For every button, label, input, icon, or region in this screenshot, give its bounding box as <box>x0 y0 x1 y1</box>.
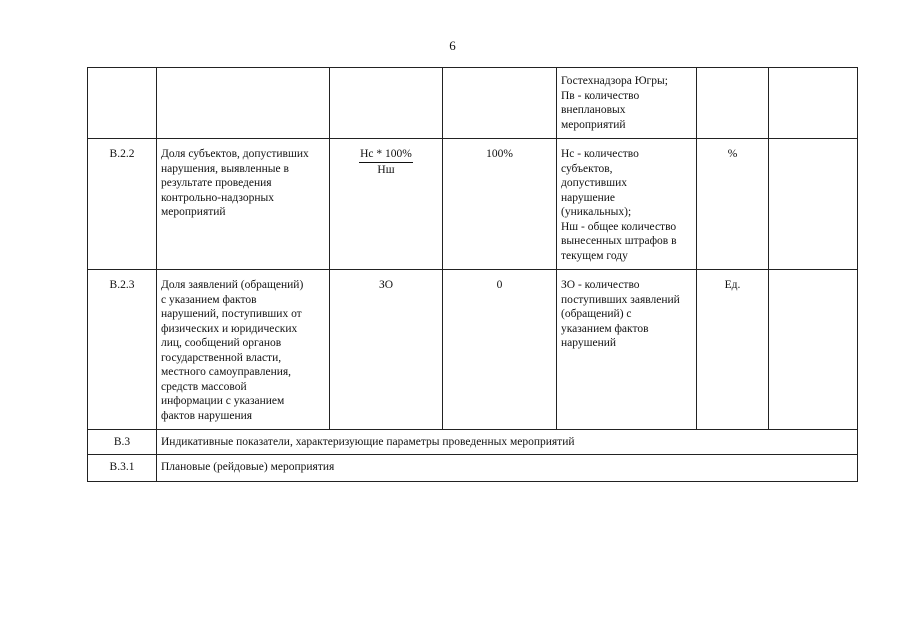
formula-numerator: Нс * 100% <box>359 147 413 163</box>
name-line: государственной власти, <box>161 351 282 364</box>
row-code: В.2.3 <box>88 270 157 430</box>
name-line: Доля заявлений (обращений) <box>161 279 304 291</box>
name-line: физических и юридических <box>161 322 298 335</box>
name-line: информации с указанием <box>161 395 285 407</box>
name-line: местного самоуправления, <box>161 366 292 378</box>
description-line: Нс - количество <box>561 148 639 160</box>
name-line: мероприятий <box>161 206 226 218</box>
row-unit: Ед. <box>697 270 769 430</box>
name-line: лиц, сообщений органов <box>161 337 282 349</box>
row-code <box>88 68 157 139</box>
row-extra <box>769 139 858 270</box>
section-row <box>88 455 858 482</box>
row-extra <box>769 270 858 430</box>
row-description <box>557 139 697 270</box>
row-name <box>157 68 330 139</box>
row-description <box>557 68 697 139</box>
description-line: допустивших <box>561 177 627 189</box>
row-name <box>157 139 330 270</box>
name-line: контрольно-надзорных <box>161 191 274 204</box>
formula-denominator: Нш <box>377 163 395 176</box>
row-unit <box>697 68 769 139</box>
row-formula <box>330 139 443 270</box>
description-line: (обращений) с <box>561 308 632 320</box>
description-line: Гостехнадзора Югры; <box>561 75 668 87</box>
name-line: средств массовой <box>161 380 247 393</box>
description-line: указанием фактов <box>561 322 649 335</box>
row-formula <box>330 68 443 139</box>
section-code: В.3.1 <box>88 455 157 482</box>
description-line: поступивших заявлений <box>561 293 680 306</box>
description-line: нарушение <box>561 191 615 204</box>
row-extra <box>769 68 858 139</box>
name-line: нарушения, выявленные в <box>161 162 289 175</box>
row-target: 0 <box>443 270 557 430</box>
description-line: Пв - количество <box>561 89 640 102</box>
description-line: субъектов, <box>561 162 613 175</box>
row-name <box>157 270 330 430</box>
section-row <box>88 430 858 455</box>
description-line: Нш - общее количество <box>561 220 677 233</box>
table-row <box>88 139 858 270</box>
name-line: с указанием фактов <box>161 293 257 306</box>
description-line: текущем году <box>561 249 628 262</box>
indicator-table <box>87 67 858 482</box>
page-number: 6 <box>449 38 456 53</box>
table-row <box>88 270 858 430</box>
table-row <box>88 68 858 139</box>
row-code: В.2.2 <box>88 139 157 270</box>
description-line: мероприятий <box>561 118 626 131</box>
row-description <box>557 270 697 430</box>
row-unit: % <box>697 139 769 270</box>
section-code: В.3 <box>88 430 157 455</box>
row-target: 100% <box>443 139 557 270</box>
section-title: Плановые (рейдовые) мероприятия <box>157 455 858 482</box>
section-title: Индикативные показатели, характеризующие параметры проведенных мероприятий <box>157 430 858 455</box>
name-line: нарушений, поступивших от <box>161 308 302 320</box>
description-line: вынесенных штрафов в <box>561 235 677 247</box>
name-line: фактов нарушения <box>161 409 253 422</box>
name-line: Доля субъектов, допустивших <box>161 148 309 160</box>
row-formula: ЗО <box>330 270 443 430</box>
description-line: (уникальных); <box>561 206 632 218</box>
description-line: нарушений <box>561 337 617 349</box>
description-line: внеплановых <box>561 104 626 116</box>
name-line: результате проведения <box>161 177 272 189</box>
row-target <box>443 68 557 139</box>
description-line: ЗО - количество <box>561 279 640 291</box>
